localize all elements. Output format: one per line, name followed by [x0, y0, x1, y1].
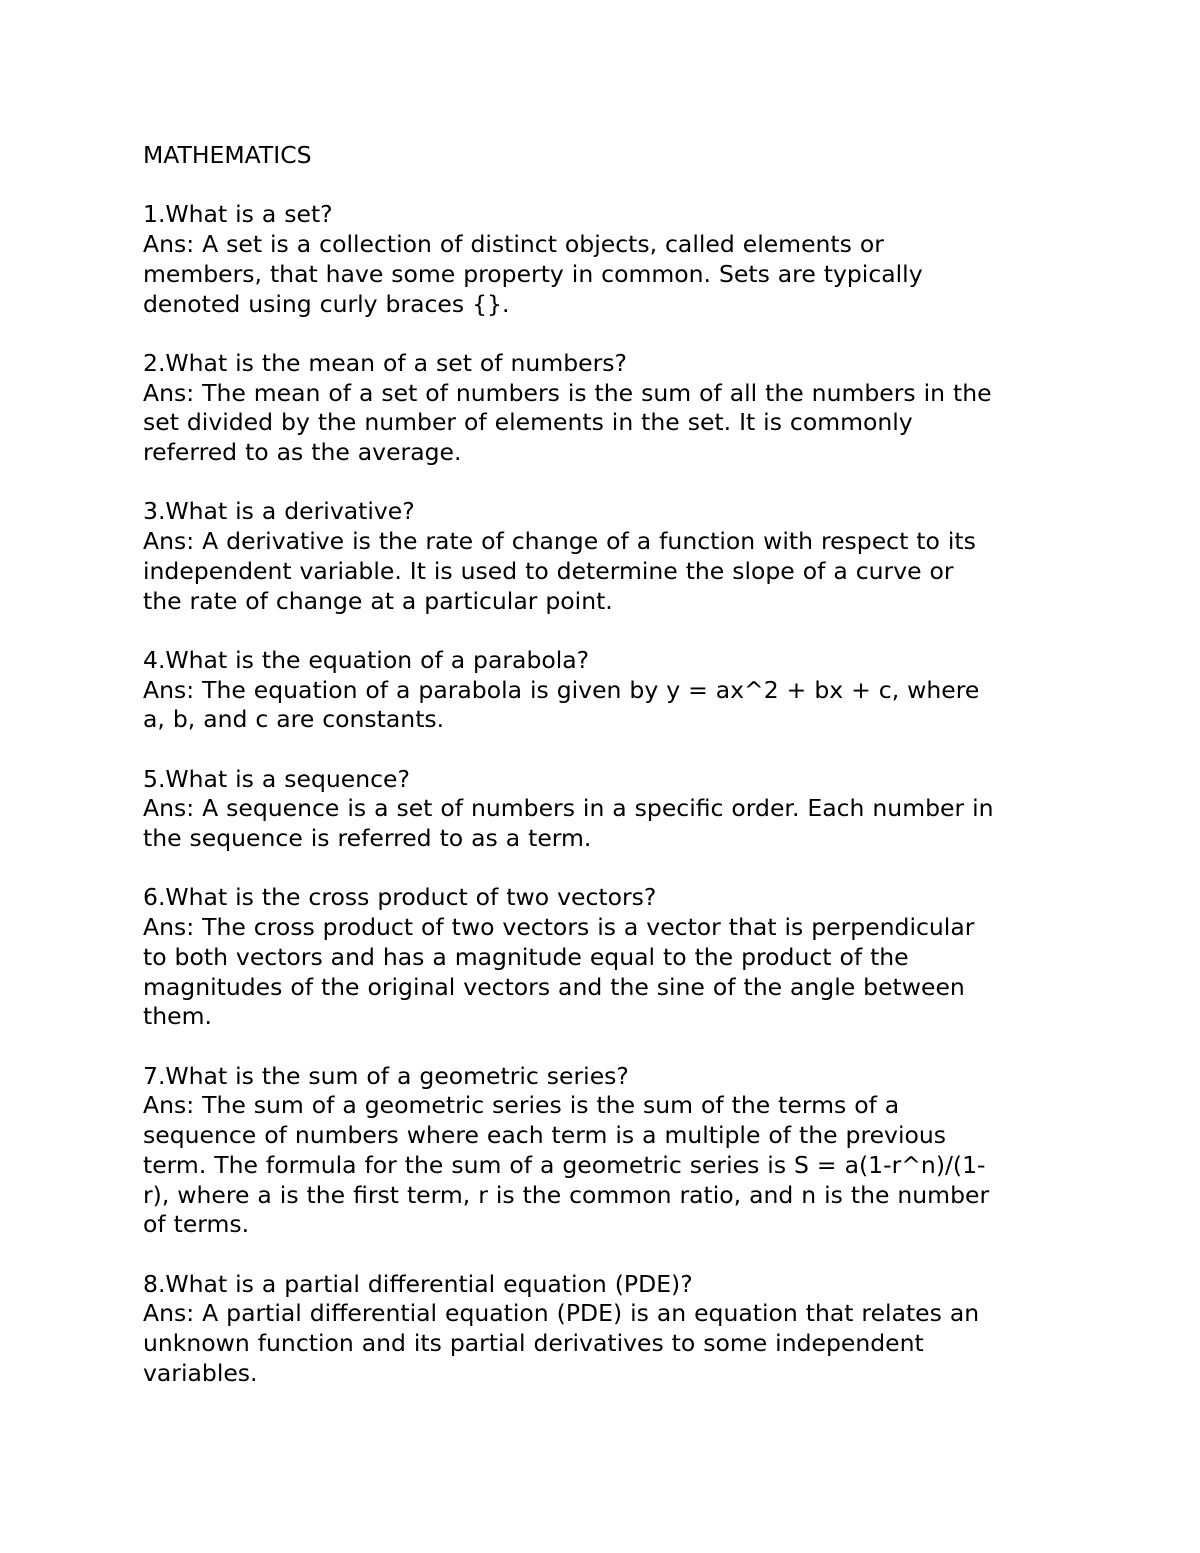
question-text: 4.What is the equation of a parabola?: [143, 645, 590, 674]
qa-item: [143, 1270, 1073, 1389]
question-text: 8.What is a partial differential equation (PDE)?: [143, 1269, 693, 1298]
answer-text: Ans: The mean of a set of numbers is the sum of all the numbers in the set divided by the number of elements in the set. It is commonly referred to as the average.: [143, 378, 992, 466]
answer-text: Ans: The equation of a parabola is given by y = ax^2 + bx + c, where a, b, and c are constants.: [143, 675, 980, 734]
qa-item: [143, 200, 1073, 319]
document-page: [143, 141, 1073, 1418]
document-title: MATHEMATICS: [143, 141, 312, 169]
answer-text: Ans: A partial differential equation (PDE) is an equation that relates an unknown function and its partial derivatives to some independent variables.: [143, 1299, 980, 1387]
qa-item: [143, 883, 1073, 1032]
answer-text: Ans: A derivative is the rate of change of a function with respect to its independent variable. It is used to determine the slope of a curve or the rate of change at a particular point.: [143, 527, 976, 615]
answer-text: Ans: A set is a collection of distinct objects, called elements or members, that have some property in common. Sets are typically denoted using curly braces {}.: [143, 230, 923, 318]
question-text: 7.What is the sum of a geometric series?: [143, 1061, 629, 1090]
qa-item: [143, 646, 1073, 735]
question-text: 6.What is the cross product of two vectors?: [143, 883, 657, 912]
qa-item: [143, 349, 1073, 468]
question-text: 5.What is a sequence?: [143, 764, 410, 793]
answer-text: Ans: The sum of a geometric series is the sum of the terms of a sequence of numbers where each term is a multiple of the previous term. The formula for the sum of a geometric series is S = a(1-r^n)/(1- r), where a is the first term, r is the common ratio, and n is the number of terms.: [143, 1091, 990, 1239]
question-text: 2.What is the mean of a set of numbers?: [143, 348, 627, 377]
answer-text: Ans: The cross product of two vectors is a vector that is perpendicular to both vectors and has a magnitude equal to the product of the magnitudes of the original vectors and the sine of the angle between them.: [143, 913, 975, 1031]
qa-item: [143, 1062, 1073, 1240]
question-text: 1.What is a set?: [143, 200, 333, 229]
answer-text: Ans: A sequence is a set of numbers in a specific order. Each number in the sequence is referred to as a term.: [143, 794, 994, 853]
qa-item: [143, 497, 1073, 616]
qa-item: [143, 765, 1073, 854]
question-text: 3.What is a derivative?: [143, 497, 415, 526]
